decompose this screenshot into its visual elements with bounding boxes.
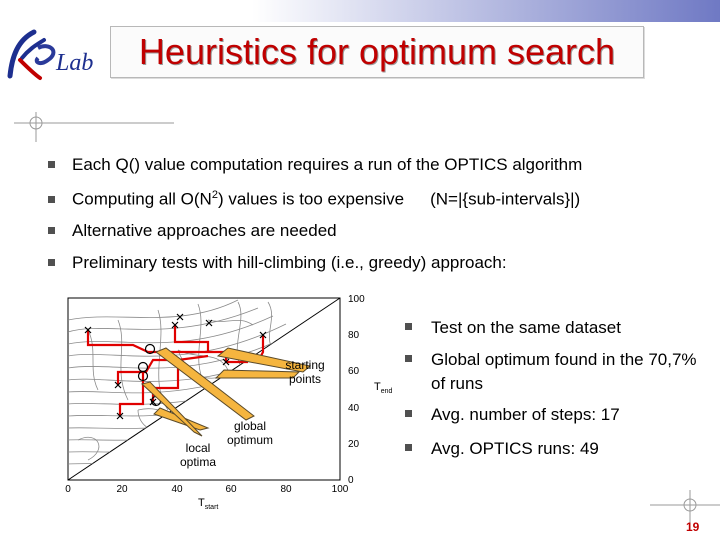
x-tick-label: 40 <box>171 484 183 495</box>
y-axis-label: $T_{end}$ <box>374 381 393 395</box>
y-tick-label: 80 <box>348 330 360 341</box>
x-axis-ticks <box>65 484 349 495</box>
bullet-square-icon <box>48 161 55 168</box>
bullet-square-icon <box>48 259 55 266</box>
x-axis-label: $T_{start}$ <box>198 497 219 511</box>
bullet-item: Computing all $O(N^2)$ values is too expensive (N=|{sub-intervals}|) <box>48 189 580 210</box>
x-tick-label: 80 <box>280 484 292 495</box>
x-tick-label: 0 <box>65 484 71 495</box>
bullet-item: Preliminary tests with hill-climbing (i.e., greedy) approach: <box>48 253 507 273</box>
bullet-square-icon <box>48 227 55 234</box>
label-starting-points-line1: starting <box>285 358 325 372</box>
bullet-note: (N=|{sub-intervals}|) <box>430 189 581 209</box>
y-axis-ticks <box>348 294 365 486</box>
y-tick-label: 0 <box>348 475 354 486</box>
svg-text:Lab: Lab <box>56 50 94 76</box>
crosshair-decoration-bottom <box>650 490 720 530</box>
page-number: 19 <box>686 520 700 534</box>
slide-title: Heuristics for optimum search <box>138 31 616 72</box>
bullet-square-icon <box>48 196 55 203</box>
y-tick-label: 40 <box>348 403 360 414</box>
y-tick-label: 60 <box>348 366 360 377</box>
label-local-optima-line1: local <box>185 441 211 455</box>
label-global-optimum-line1: global <box>233 419 267 433</box>
x-tick-label: 20 <box>116 484 128 495</box>
hill-climbing-contour-figure <box>58 290 393 512</box>
header-band <box>0 0 720 22</box>
bullet-square-icon <box>405 444 412 451</box>
crosshair-decoration-top <box>14 112 174 142</box>
label-local-optima-line2: optima <box>179 455 217 469</box>
bullet-item: Alternative approaches are needed <box>48 221 337 241</box>
y-tick-label: 20 <box>348 439 360 450</box>
y-tick-label: 100 <box>348 294 365 305</box>
bullet-square-icon <box>405 410 412 417</box>
bullet-square-icon <box>405 355 412 362</box>
label-starting-points-line2: points <box>288 372 322 386</box>
title-box <box>110 26 644 78</box>
x-tick-label: 60 <box>225 484 237 495</box>
bullet-item: Each Q() value computation requires a run of the OPTICS algorithm <box>48 155 582 175</box>
x-tick-label: 100 <box>331 484 349 495</box>
kdd-lab-logo <box>4 18 104 88</box>
label-global-optimum-line2: optimum <box>226 433 274 447</box>
bullet-square-icon <box>405 323 412 330</box>
